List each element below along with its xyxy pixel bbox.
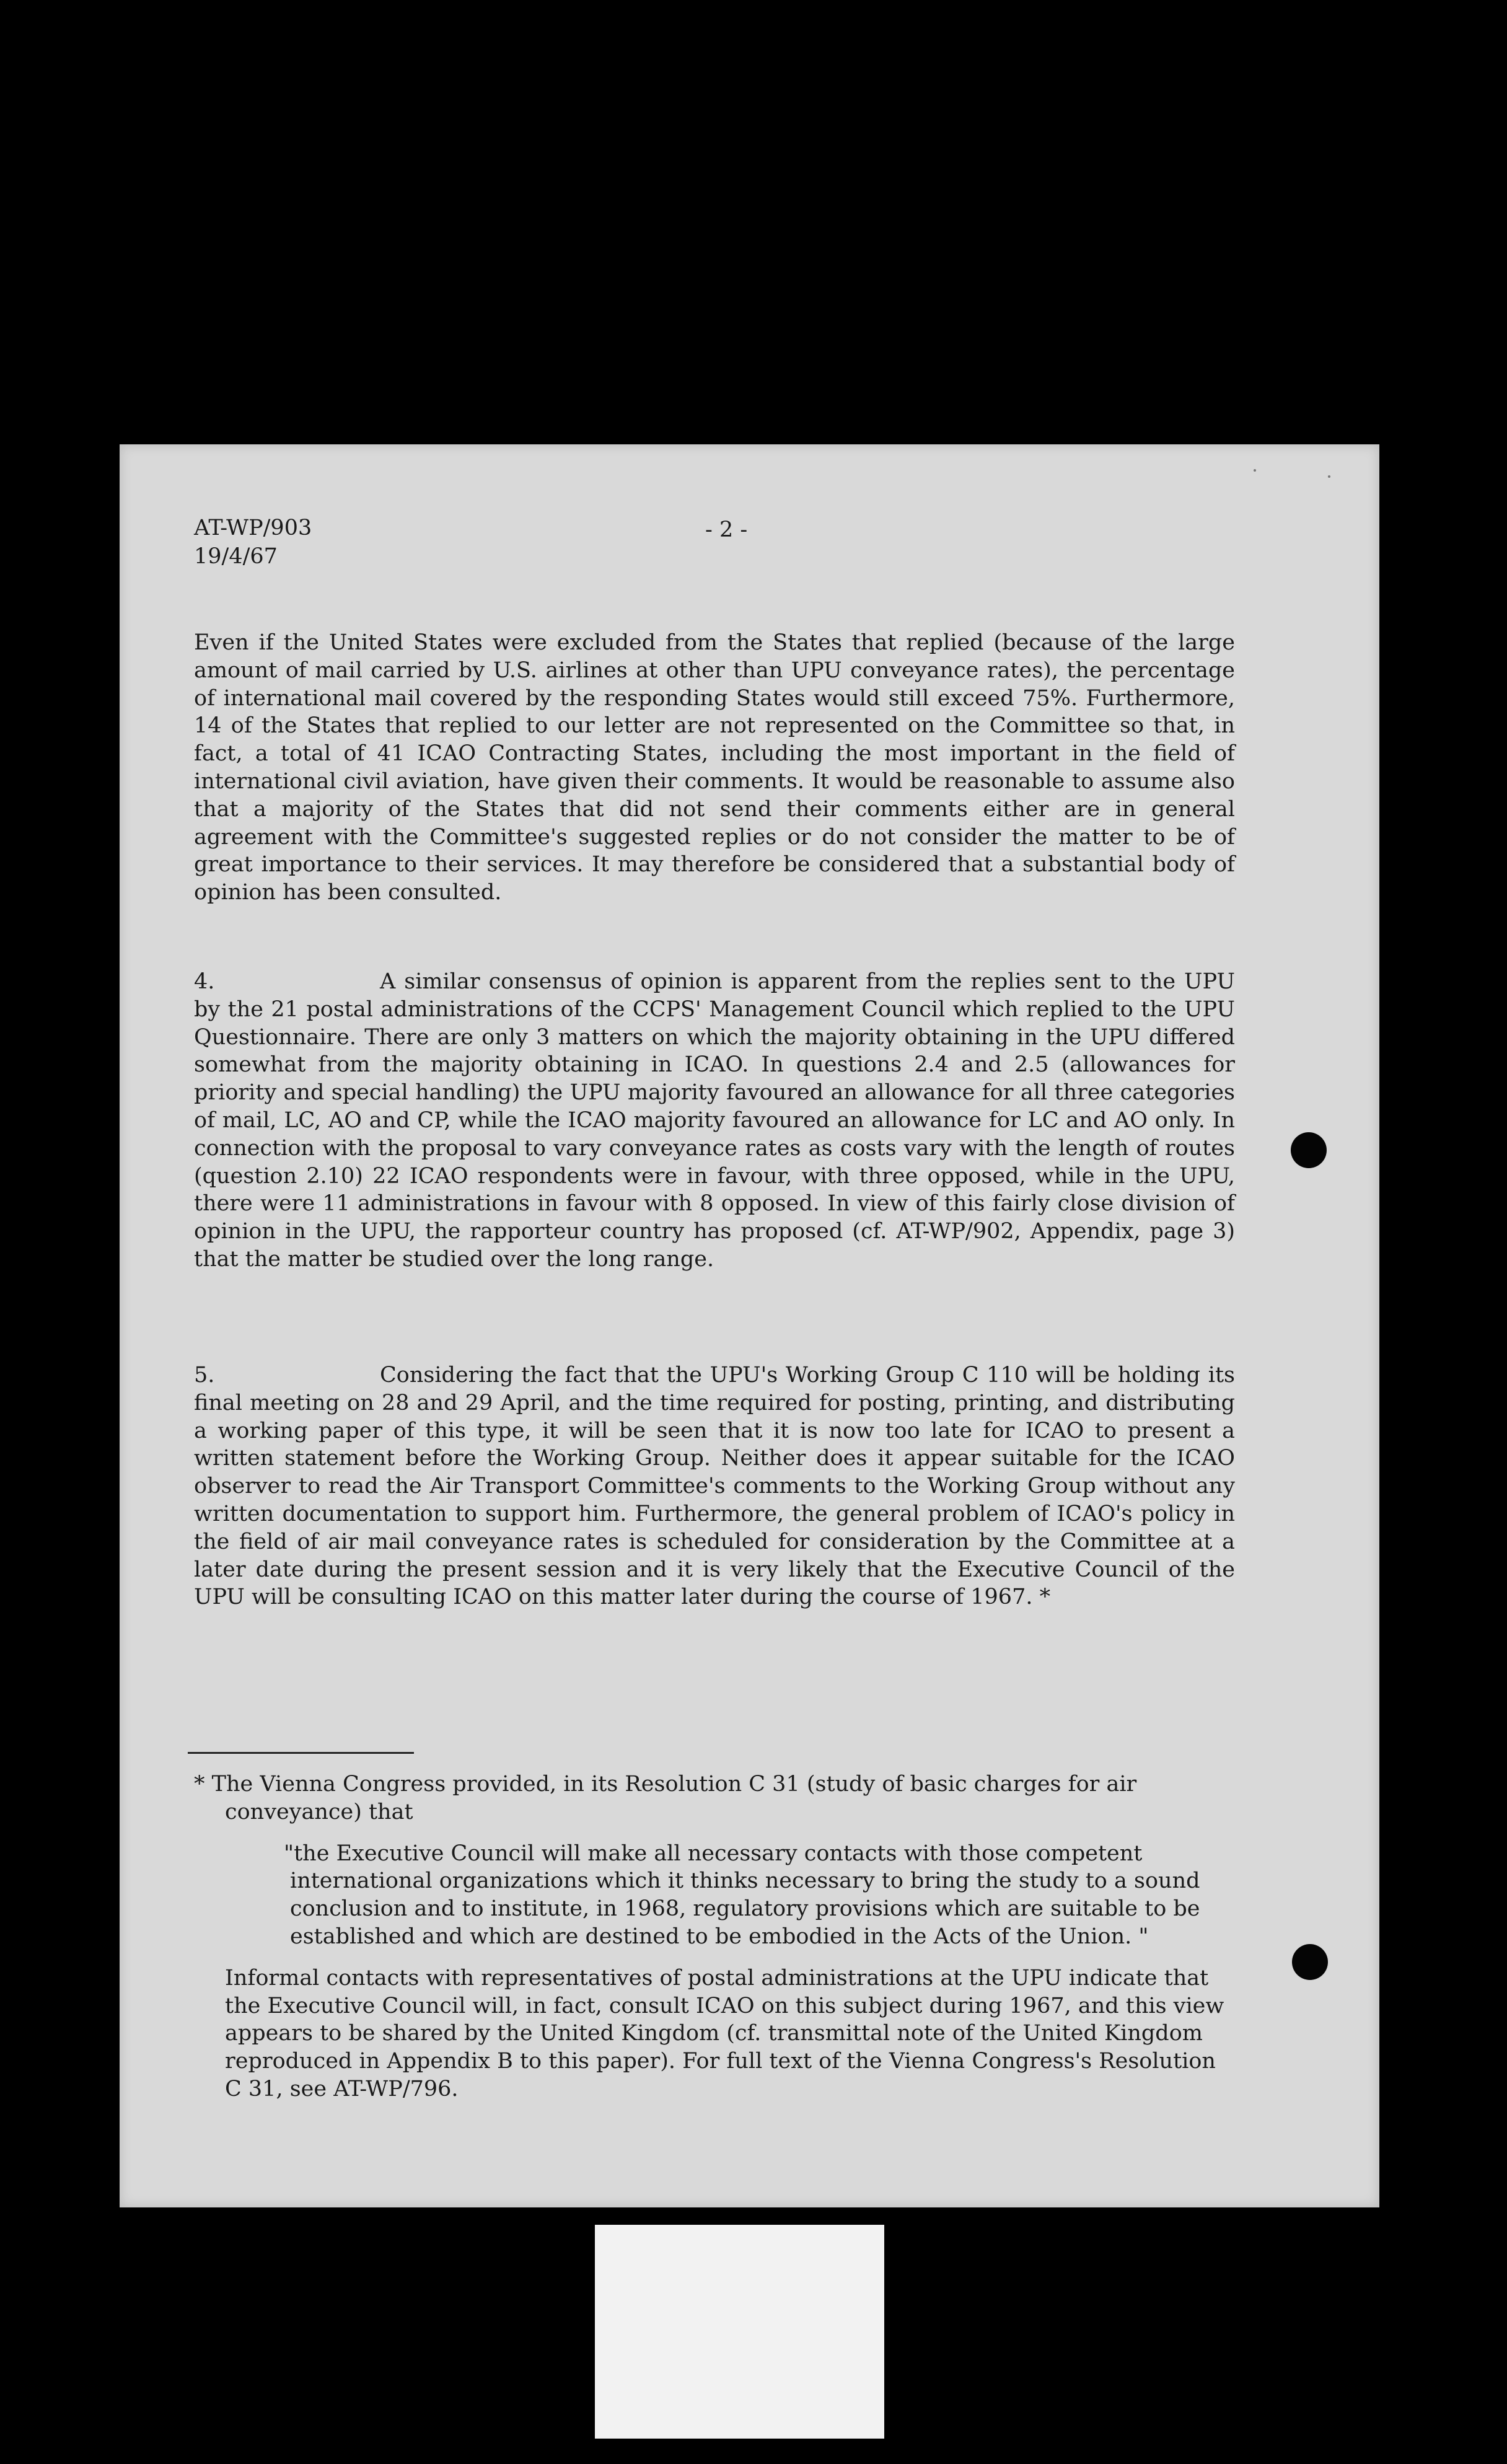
paragraph-5-text: Considering the fact that the UPU's Working Group C 110 will be holding its final meeting on 28 and 29 April, and the time required for posting, printing, and distributing a working paper of this type, it will be seen that it is now too late for ICAO to present a written statement before the Working Group. Neither does it appear suitable for the ICAO observer to read the Air Transport Committee's comments to the Working Group without any written documentation to support him. Furthermore, the general problem of ICAO's policy in the field of air mail conveyance rates is scheduled for consideration by the Committee at a later date during the present session and it is very likely that the Executive Council of the UPU will be consulting ICAO on this matter later during the course of 1967. * (194, 1363, 1235, 1610)
film-leader-card (595, 2225, 884, 2439)
scan-speck (1254, 469, 1256, 472)
document-reference: AT-WP/903 (194, 516, 312, 540)
footnote-lead: * The Vienna Congress provided, in its Resolution C 31 (study of basic charges for air conveyance) that (194, 1772, 1137, 1824)
paragraph-5 (194, 1362, 1235, 1611)
paragraph-4-text: A similar consensus of opinion is apparent from the replies sent to the UPU by the 21 postal administrations of the CCPS' Management Council which replied to the UPU Questionnaire. There are only 3 matters on which the majority obtaining in the UPU differed somewhat from the majority obtaining in ICAO. In questions 2.4 and 2.5 (allowances for priority and special handling) the UPU majority favoured an allowance for all three categories of mail, LC, AO and CP, while the ICAO majority favoured an allowance for LC and AO only. In connection with the proposal to vary conveyance rates as costs vary with the length of routes (question 2.10) 22 ICAO respondents were in favour, with three opposed, while in the UPU, there were 11 administrations in favour with 8 opposed. In view of this fairly close division of opinion in the UPU, the rapporteur country has proposed (cf. AT-WP/902, Appendix, page 3) that the matter be studied over the long range. (194, 969, 1235, 1272)
punch-hole-bottom (1292, 1944, 1328, 1980)
document-header (194, 514, 312, 571)
paragraph-4 (194, 968, 1235, 1274)
footnote-tail: Informal contacts with representatives of postal administrations at the UPU indicate that the Executive Council will, in fact, consult ICAO on this subject during 1967, and this view appears to be shared by the United Kingdom (cf. transmittal note of the United Kingdom reproduced in Appendix B to this paper). For full text of the Vienna Congress's Resolution C 31, see AT-WP/796. (225, 1965, 1224, 2101)
document-page (120, 444, 1379, 2207)
footnote-quote: "the Executive Council will make all necessary contacts with those competent international organizations which it thinks necessary to bring the study to a sound conclusion and to institute, in 1968, regulatory provisions which are suitable to be established and which are destined to be embodied in the Acts of the Union. " (284, 1841, 1200, 1949)
footnote (194, 1771, 1235, 2103)
scan-speck (1328, 475, 1330, 478)
punch-hole-top (1291, 1132, 1327, 1168)
paragraph-4-number: 4. (194, 969, 215, 994)
paragraph-intro: Even if the United States were excluded from the States that replied (because of the large amount of mail carried by U.S. airlines at other than UPU conveyance rates), the percentage of international mail covered by the responding States would still exceed 75%. Furthermore, 14 of the States that replied to our letter are not represented on the Committee so that, in fact, a total of 41 ICAO Contracting States, including the most important in the field of international civil aviation, have given their comments. It would be reasonable to assume also that a majority of the States that did not send their comments either are in general agreement with the Committee's suggested replies or do not consider the matter to be of great importance to their services. It may therefore be considered that a substantial body of opinion has been consulted. (194, 630, 1235, 905)
document-date: 19/4/67 (194, 544, 278, 569)
footnote-divider (188, 1752, 414, 1754)
paragraph-5-number: 5. (194, 1363, 215, 1388)
page-number: - 2 - (705, 517, 748, 542)
